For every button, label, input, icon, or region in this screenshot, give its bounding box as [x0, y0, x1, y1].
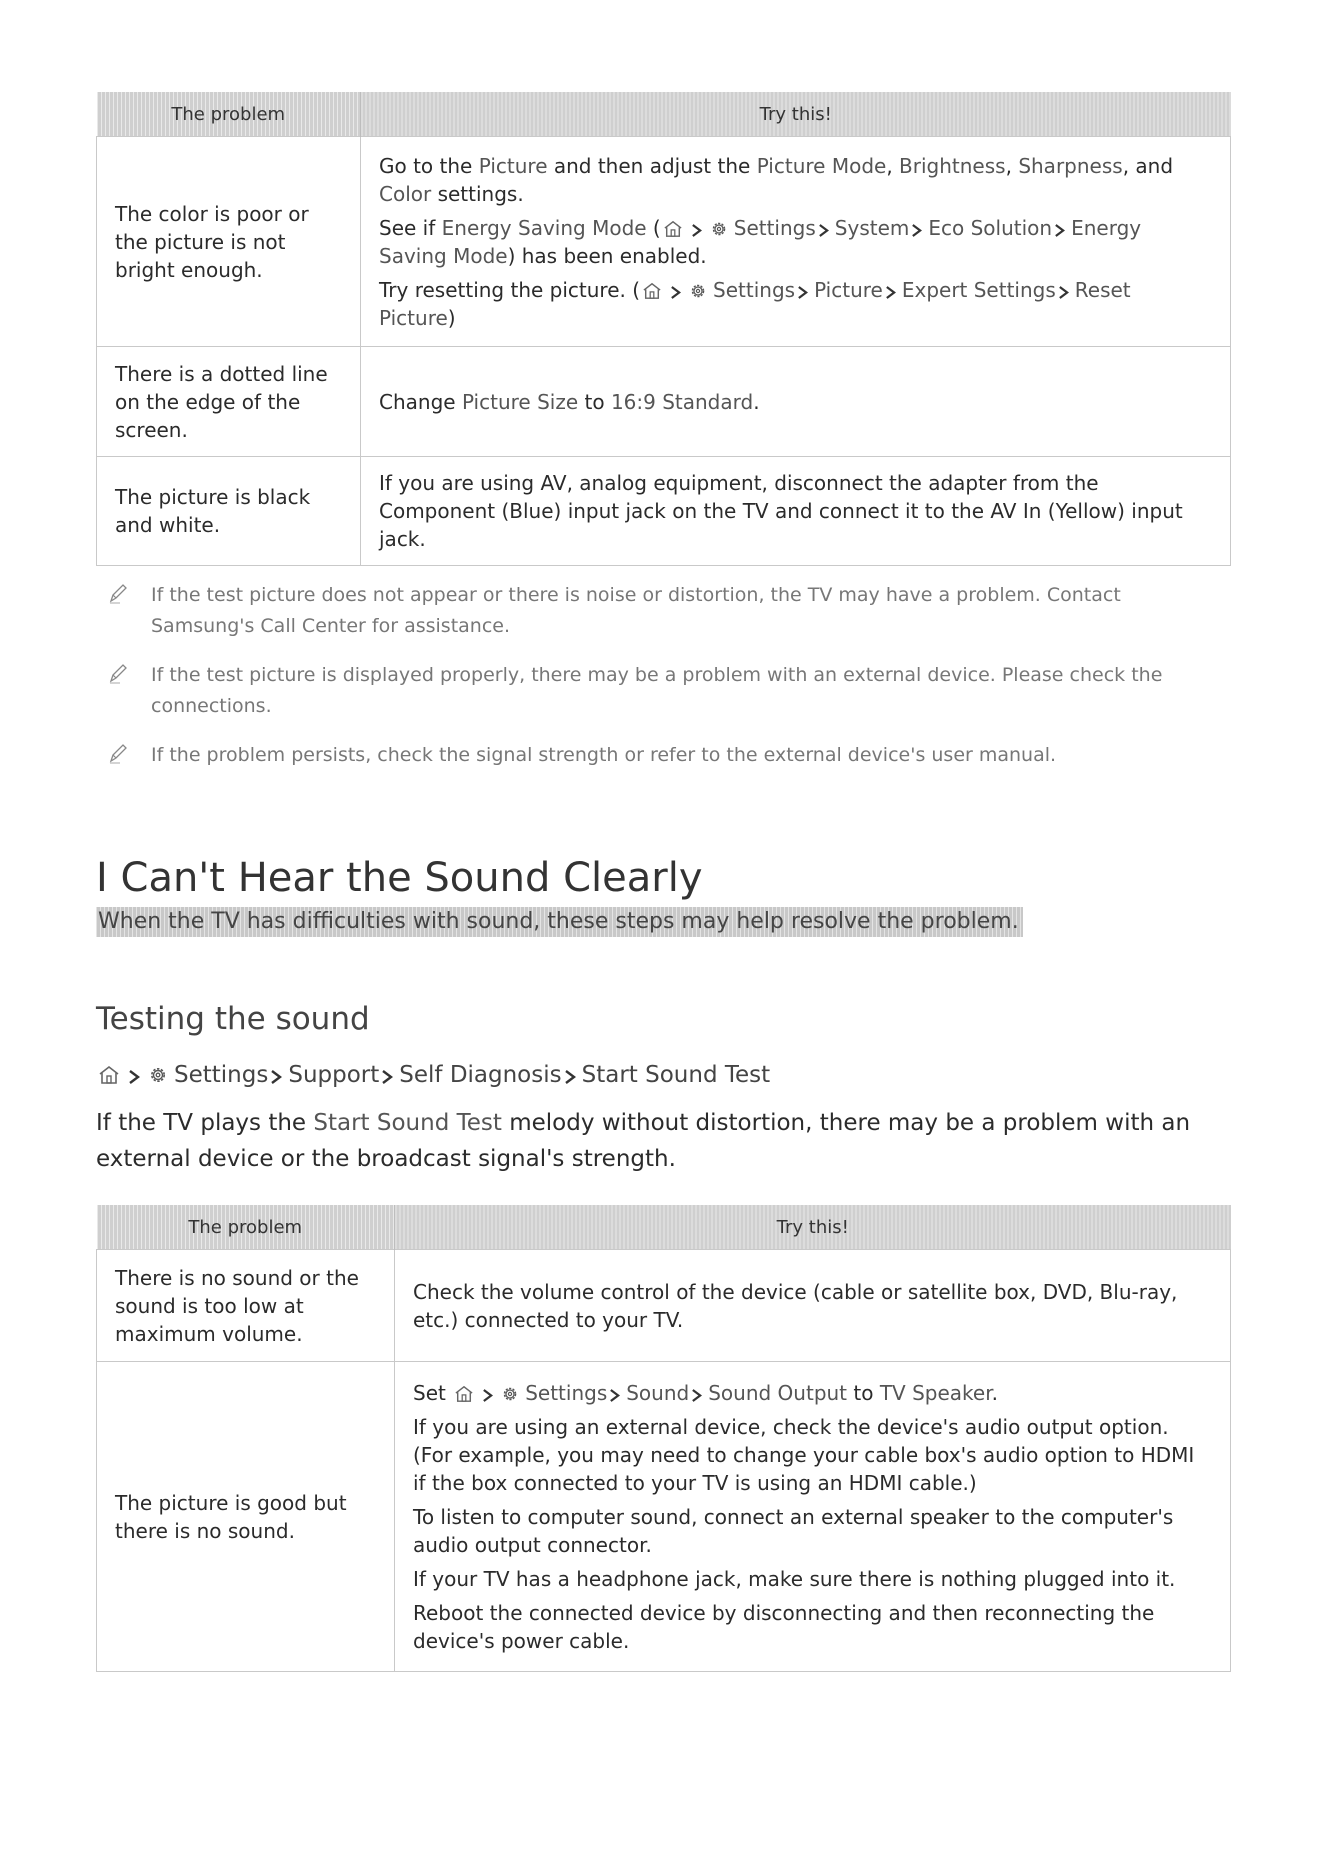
gear-icon	[710, 220, 728, 238]
pencil-note-icon	[108, 742, 128, 764]
solution-line: If your TV has a headphone jack, make sure there is nothing plugged into it.	[413, 1566, 1176, 1591]
chevron-right-icon	[482, 1388, 493, 1403]
solution-line: Check the volume control of the device (cable or satellite box, DVD, Blu-ray, etc.) connected to your TV.	[413, 1279, 1178, 1332]
menu-settings: Settings	[525, 1380, 608, 1405]
home-icon	[663, 220, 683, 238]
home-icon	[98, 1065, 120, 1085]
solution-line	[379, 214, 1212, 270]
note	[96, 660, 1230, 722]
menu-color: Color	[379, 181, 432, 206]
text: )	[447, 305, 456, 330]
troubleshooting-table-sound	[96, 1205, 1231, 1672]
chevron-right-icon	[691, 1388, 702, 1403]
solution-cell	[361, 457, 1231, 566]
page-subtitle: When the TV has difficulties with sound, these steps may help resolve the problem.	[96, 907, 1023, 937]
chevron-right-icon	[609, 1388, 620, 1403]
table-row	[97, 137, 1231, 347]
solution-line: To listen to computer sound, connect an external speaker to the computer's audio output connector.	[413, 1504, 1174, 1557]
problem-cell: The picture is good but there is no sound.	[97, 1362, 395, 1672]
menu-picture: Picture	[814, 277, 883, 302]
menu-brightness: Brightness	[899, 153, 1006, 178]
column-header-try-this: Try this!	[361, 92, 1231, 137]
gear-icon	[501, 1385, 519, 1403]
text: Set	[413, 1380, 453, 1405]
solution-line	[379, 152, 1212, 208]
chevron-right-icon	[911, 223, 922, 238]
text: .	[753, 389, 760, 414]
note-text: If the test picture is displayed properly, there may be a problem with an external device. Please check the connections.	[151, 664, 1163, 717]
note	[96, 580, 1230, 642]
text: ,	[886, 153, 900, 178]
text: Go to the	[379, 153, 479, 178]
menu-picture-mode: Picture Mode	[756, 153, 887, 178]
solution-line	[379, 388, 1212, 416]
menu-energy-saving-mode: Energy Saving Mode	[379, 215, 1142, 268]
pencil-note-icon	[108, 582, 128, 604]
menu-settings: Settings	[733, 215, 816, 240]
gear-icon	[689, 282, 707, 300]
chevron-right-icon	[691, 223, 702, 238]
menu-system: System	[834, 215, 910, 240]
path-support: Support	[288, 1062, 380, 1088]
solution-cell	[395, 1362, 1231, 1672]
section-title: Testing the sound	[96, 1001, 370, 1037]
solution-line: If you are using AV, analog equipment, disconnect the adapter from the Component (Blue) input jack on the TV and connect it to the AV In (Yellow) input jack.	[379, 471, 1183, 551]
option-tv-speaker: TV Speaker	[879, 1380, 992, 1405]
chevron-right-icon	[670, 285, 681, 300]
text: to	[578, 389, 611, 414]
chevron-right-icon	[381, 1069, 393, 1085]
text: settings.	[431, 181, 524, 206]
chevron-right-icon	[564, 1069, 576, 1085]
column-header-problem: The problem	[97, 1205, 395, 1250]
solution-line: If you are using an external device, check the device's audio output option. (For example, you may need to change your cable box's audio option to HDMI if the box connected to your TV is using an HDMI cable.)	[413, 1414, 1195, 1495]
note-text: If the test picture does not appear or there is noise or distortion, the TV may have a problem. Contact Samsung's Call Center for assistance.	[151, 584, 1121, 637]
text: Try resetting the picture. (	[379, 277, 641, 302]
section-paragraph	[96, 1105, 1230, 1177]
column-header-try-this: Try this!	[395, 1205, 1231, 1250]
table-row	[97, 1250, 1231, 1362]
menu-sharpness: Sharpness	[1018, 153, 1123, 178]
solution-cell	[361, 347, 1231, 457]
solution-cell	[395, 1250, 1231, 1362]
text: (	[646, 215, 661, 240]
problem-cell: The picture is black and white.	[97, 457, 361, 566]
text: melody without distortion, there may be a problem with an external device or the broadcast signal's strength.	[96, 1110, 1191, 1172]
path-self-diagnosis: Self Diagnosis	[399, 1062, 562, 1088]
home-icon	[642, 282, 662, 300]
table-row	[97, 1362, 1231, 1672]
text: ,	[1005, 153, 1019, 178]
column-header-problem: The problem	[97, 92, 361, 137]
text: ) has been enabled.	[507, 243, 707, 268]
table-row	[97, 347, 1231, 457]
menu-reset-picture: Reset Picture	[379, 277, 1131, 330]
page-title: I Can't Hear the Sound Clearly	[96, 855, 703, 901]
text: .	[991, 1380, 998, 1405]
solution-cell	[361, 137, 1231, 347]
chevron-right-icon	[885, 285, 896, 300]
solution-line	[379, 276, 1212, 332]
menu-expert-settings: Expert Settings	[901, 277, 1056, 302]
menu-picture: Picture	[478, 153, 548, 178]
notes	[96, 580, 1230, 771]
problem-cell: The color is poor or the picture is not bright enough.	[97, 137, 361, 347]
problem-cell: There is a dotted line on the edge of the screen.	[97, 347, 361, 457]
chevron-right-icon	[797, 285, 808, 300]
chevron-right-icon	[818, 223, 829, 238]
troubleshooting-table-picture	[96, 92, 1231, 566]
pencil-note-icon	[108, 662, 128, 684]
path-start-sound-test: Start Sound Test	[581, 1062, 771, 1088]
path-settings: Settings	[174, 1062, 269, 1088]
menu-eco-solution: Eco Solution	[928, 215, 1053, 240]
solution-line	[413, 1379, 1212, 1407]
text: Change	[379, 389, 462, 414]
menu-sound-output: Sound Output	[708, 1380, 848, 1405]
text: See if	[379, 215, 442, 240]
problem-cell: There is no sound or the sound is too low at maximum volume.	[97, 1250, 395, 1362]
text: If the TV plays the	[96, 1110, 314, 1136]
chevron-right-icon	[1058, 285, 1069, 300]
menu-picture-size: Picture Size	[461, 389, 579, 414]
chevron-right-icon	[1054, 223, 1065, 238]
text: to	[847, 1380, 880, 1405]
home-icon	[454, 1385, 474, 1403]
note	[96, 740, 1230, 771]
chevron-right-icon	[128, 1069, 140, 1085]
menu-sound: Sound	[626, 1380, 690, 1405]
menu-settings: Settings	[713, 277, 796, 302]
table-row	[97, 457, 1231, 566]
gear-icon	[148, 1065, 168, 1085]
text: and then adjust the	[547, 153, 757, 178]
text: , and	[1122, 153, 1174, 178]
menu-path	[96, 1059, 1230, 1091]
menu-start-sound-test: Start Sound Test	[313, 1110, 502, 1136]
chevron-right-icon	[270, 1069, 282, 1085]
menu-energy-saving-mode: Energy Saving Mode	[441, 215, 647, 240]
manual-page	[96, 92, 1230, 1672]
option-16-9-standard: 16:9 Standard	[610, 389, 754, 414]
note-text: If the problem persists, check the signal strength or refer to the external device's user manual.	[151, 744, 1057, 766]
solution-line: Reboot the connected device by disconnecting and then reconnecting the device's power cable.	[413, 1600, 1155, 1653]
